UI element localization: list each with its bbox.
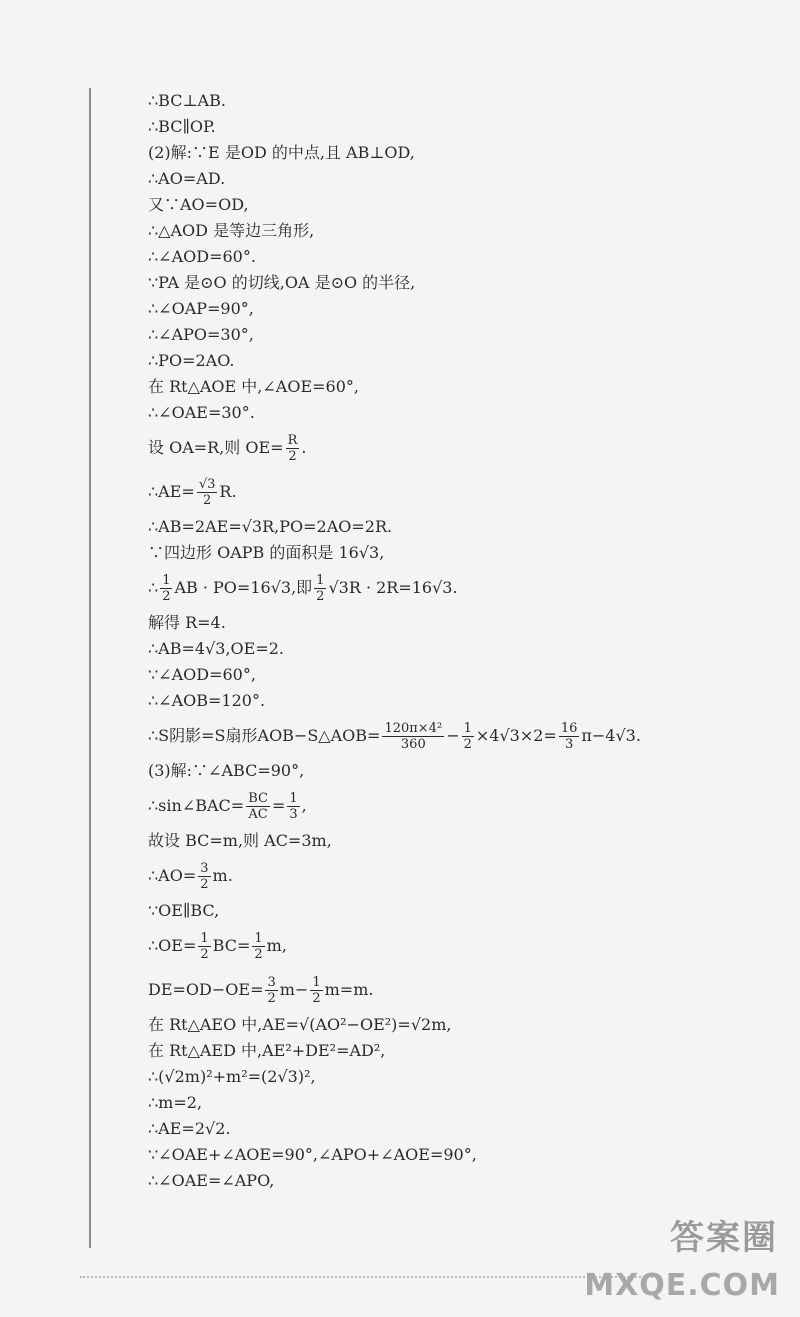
text-segment: ∴	[148, 578, 159, 597]
text-line: (2)解:∵E 是OD 的中点,且 AB⊥OD,	[148, 143, 415, 162]
denominator: 2	[312, 991, 321, 1006]
denominator: 2	[267, 991, 276, 1006]
numerator: 1	[312, 975, 321, 990]
denominator: 2	[463, 737, 472, 752]
text-segment: ∴sin∠BAC=	[148, 796, 245, 815]
text-line: ∵∠AOD=60°,	[148, 665, 256, 684]
numerator: 1	[289, 791, 298, 806]
numerator: R	[287, 433, 298, 448]
text-segment: m−	[279, 980, 309, 999]
numerator: 16	[560, 721, 578, 736]
watermark-logo-text: 答案圈	[670, 1218, 778, 1258]
fraction	[197, 477, 218, 508]
text-line: 又∵AO=OD,	[148, 195, 249, 214]
text-line: ∴∠APO=30°,	[148, 325, 254, 344]
text-segment: .	[301, 438, 307, 457]
fraction-line	[148, 968, 768, 1012]
denominator: 2	[254, 947, 263, 962]
text-line: ∴PO=2AO.	[148, 351, 235, 370]
denominator: AC	[248, 807, 268, 822]
text-segment: m,	[266, 936, 287, 955]
left-margin-line	[89, 88, 91, 1248]
text-segment: ∴AO=	[148, 866, 197, 885]
footer-dotted-rule	[80, 1276, 660, 1278]
text-line: ∴△AOD 是等边三角形,	[148, 221, 315, 240]
text-segment: =	[271, 796, 286, 815]
fraction-line	[148, 854, 768, 898]
fraction-line	[148, 470, 768, 514]
numerator: 1	[316, 573, 325, 588]
text-segment: −	[446, 726, 460, 745]
watermark-url: MXQE.COM	[584, 1268, 780, 1303]
denominator: 3	[289, 807, 298, 822]
text-line: ∴∠AOB=120°.	[148, 691, 266, 710]
text-line: ∴AE=2√2.	[148, 1119, 231, 1138]
fraction-line	[148, 566, 768, 610]
fraction	[265, 975, 277, 1006]
text-line: 故设 BC=m,则 AC=3m,	[148, 831, 332, 850]
text-segment: 设 OA=R,则 OE=	[148, 438, 284, 457]
text-segment: ∴S阴影=S扇形AOB−S△AOB=	[148, 726, 381, 745]
numerator: 1	[200, 931, 209, 946]
fraction	[314, 573, 326, 604]
text-line: ∴∠OAE=30°.	[148, 403, 255, 422]
text-line: ∴AB=2AE=√3R,PO=2AO=2R.	[148, 517, 393, 536]
numerator: √3	[198, 477, 216, 492]
text-segment: ∴AE=	[148, 482, 195, 501]
text-line: ∵∠OAE+∠AOE=90°,∠APO+∠AOE=90°,	[148, 1145, 477, 1164]
text-line: ∴∠OAP=90°,	[148, 299, 254, 318]
text-line: ∵四边形 OAPB 的面积是 16√3,	[148, 543, 385, 562]
fraction	[198, 931, 210, 962]
text-segment: m.	[212, 866, 233, 885]
text-segment: √3R · 2R=16√3.	[328, 578, 458, 597]
text-line: ∴BC⊥AB.	[148, 91, 226, 110]
text-segment: m=m.	[324, 980, 374, 999]
fraction	[287, 791, 299, 822]
denominator: 2	[200, 877, 209, 892]
text-segment: AB · PO=16√3,即	[174, 578, 313, 597]
fraction-line	[148, 784, 768, 828]
text-line: 在 Rt△AEO 中,AE=√(AO²−OE²)=√2m,	[148, 1015, 452, 1034]
fraction-line	[148, 714, 768, 758]
denominator: 3	[564, 737, 574, 752]
text-segment: ,	[301, 796, 307, 815]
text-segment: ×4√3×2=	[475, 726, 557, 745]
fraction	[160, 573, 172, 604]
fraction	[252, 931, 264, 962]
text-line: ∴m=2,	[148, 1093, 203, 1112]
numerator: 1	[463, 721, 472, 736]
denominator: 2	[200, 947, 209, 962]
fraction	[310, 975, 322, 1006]
fraction-line	[148, 426, 768, 470]
text-line: ∵PA 是⊙O 的切线,OA 是⊙O 的半径,	[148, 273, 416, 292]
text-segment: ∴OE=	[148, 936, 197, 955]
text-segment: R.	[219, 482, 237, 501]
fraction	[198, 861, 210, 892]
fraction	[462, 721, 474, 752]
text-line: (3)解:∵∠ABC=90°,	[148, 761, 305, 780]
text-line: ∴(√2m)²+m²=(2√3)²,	[148, 1067, 316, 1086]
numerator: BC	[248, 791, 268, 806]
text-line: ∴∠OAE=∠APO,	[148, 1171, 275, 1190]
text-segment: π−4√3.	[581, 726, 641, 745]
text-line: ∴AO=AD.	[148, 169, 226, 188]
text-segment: BC=	[212, 936, 251, 955]
numerator: 3	[200, 861, 209, 876]
numerator: 1	[254, 931, 263, 946]
text-line: 解得 R=4.	[148, 613, 226, 632]
text-segment: DE=OD−OE=	[148, 980, 264, 999]
denominator: 2	[162, 589, 171, 604]
fraction	[286, 433, 300, 464]
fraction	[559, 721, 580, 752]
numerator: 1	[162, 573, 171, 588]
denominator: 2	[288, 449, 297, 464]
text-line: 在 Rt△AED 中,AE²+DE²=AD²,	[148, 1041, 386, 1060]
solution-text	[148, 88, 768, 1194]
fraction	[382, 721, 444, 752]
denominator: 2	[316, 589, 325, 604]
fraction-line	[148, 924, 768, 968]
text-line: ∴∠AOD=60°.	[148, 247, 256, 266]
denominator: 360	[400, 737, 426, 752]
numerator: 3	[267, 975, 276, 990]
text-line: ∴AB=4√3,OE=2.	[148, 639, 285, 658]
text-line: ∵OE∥BC,	[148, 901, 220, 920]
text-line: ∴BC∥OP.	[148, 117, 216, 136]
fraction	[246, 791, 270, 822]
denominator: 2	[202, 493, 212, 508]
numerator: 120π×4²	[384, 721, 443, 736]
text-line: 在 Rt△AOE 中,∠AOE=60°,	[148, 377, 360, 396]
